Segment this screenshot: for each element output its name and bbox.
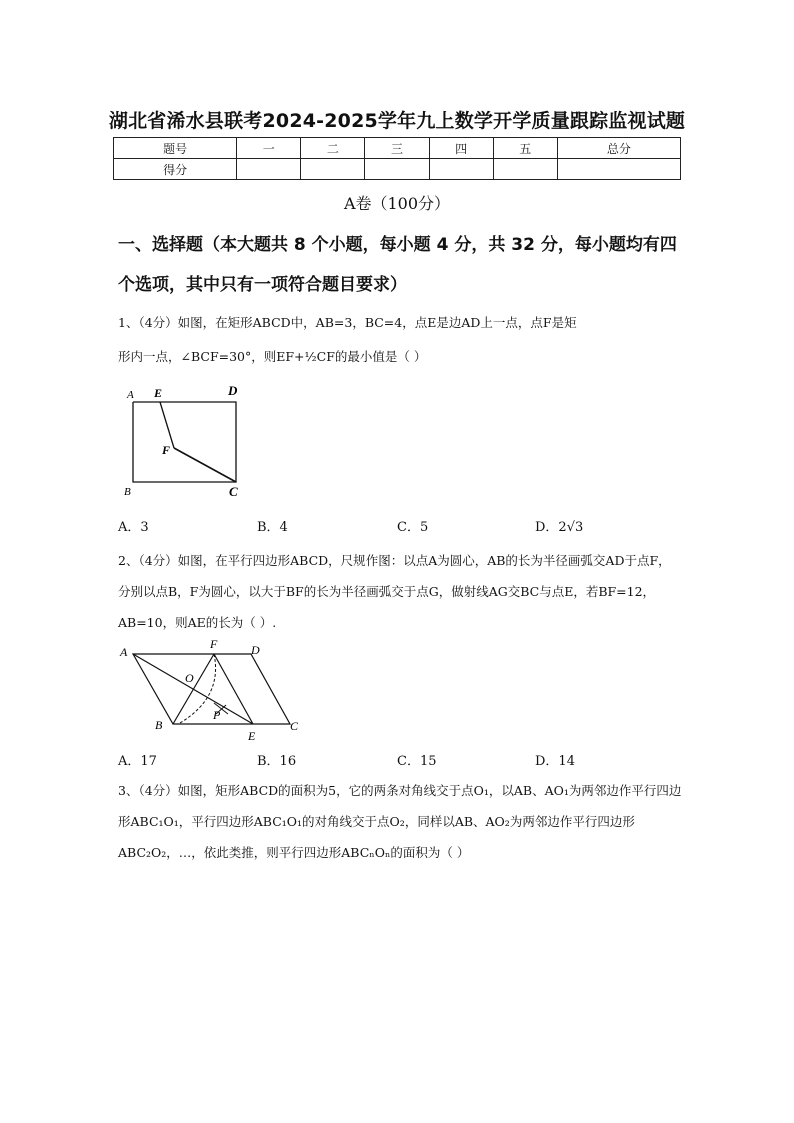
- option-c[interactable]: C．5: [397, 520, 429, 535]
- option-d[interactable]: D．14: [535, 754, 575, 769]
- score-cell[interactable]: [557, 159, 680, 180]
- figure-label-D: D: [228, 383, 238, 398]
- option-c[interactable]: C．15: [397, 754, 437, 769]
- figure-label-O: O: [185, 671, 194, 685]
- figure-label-A: A: [120, 645, 128, 659]
- figure-label-F: F: [162, 443, 171, 457]
- figure-label-B: B: [124, 486, 131, 498]
- table-header-cell: 三: [365, 138, 429, 159]
- question-1-line-1: 1、（4分）如图，在矩形ABCD中，AB=3，BC=4，点E是边AD上一点，点F是矩: [118, 315, 577, 330]
- table-header-cell: 题号: [114, 138, 237, 159]
- page-title: 湖北省浠水县联考2024-2025学年九上数学开学质量跟踪监视试题: [108, 110, 686, 132]
- section-a-heading: A卷（100分）: [343, 194, 451, 213]
- option-a[interactable]: A．3: [118, 520, 149, 535]
- figure-label-E: E: [248, 729, 256, 743]
- table-header-cell: 二: [301, 138, 365, 159]
- option-a[interactable]: A．17: [118, 754, 157, 769]
- option-b[interactable]: B．4: [257, 520, 288, 535]
- score-table: [113, 137, 681, 180]
- table-header-cell: 五: [493, 138, 557, 159]
- table-row: [114, 138, 681, 159]
- table-header-cell: 四: [429, 138, 493, 159]
- option-d[interactable]: D．2√3: [535, 520, 584, 535]
- option-b[interactable]: B．16: [257, 754, 297, 769]
- figure-label-F: F: [210, 637, 218, 651]
- figure-label-P: P: [213, 708, 221, 722]
- question-1-line-2: 形内一点，∠BCF=30°，则EF+½CF的最小值是（ ）: [118, 349, 427, 364]
- table-header-cell: 一: [237, 138, 301, 159]
- score-cell[interactable]: [429, 159, 493, 180]
- table-row: [114, 159, 681, 180]
- score-cell[interactable]: [237, 159, 301, 180]
- question-1-options: [118, 516, 678, 536]
- figure-label-C: C: [229, 484, 238, 499]
- figure-label-D: D: [251, 643, 260, 657]
- question-1-figure: [118, 380, 248, 502]
- table-row-label: 得分: [114, 159, 237, 180]
- figure-label-E: E: [154, 386, 163, 400]
- score-cell[interactable]: [301, 159, 365, 180]
- table-header-cell: 总分: [557, 138, 680, 159]
- figure-label-B: B: [155, 718, 163, 732]
- question-3-text: 3、（4分）如图，矩形ABCD的面积为5，它的两条对角线交于点O₁，以AB、AO₁为两邻边作平行四边形ABC₁O₁，平行四边形ABC₁O₁的对角线交于点O₂，同样以AB、AO₂为两邻边作平行四边形ABC₂O₂，…，依此类推，则平行四边形ABCₙOₙ的面积为（ ）: [118, 783, 682, 860]
- score-cell[interactable]: [365, 159, 429, 180]
- question-2-options: [118, 750, 678, 770]
- section-one-heading: 一、选择题（本大题共 8 个小题，每小题 4 分，共 32 分，每小题均有四个选项，其中只有一项符合题目要求）: [118, 235, 677, 295]
- question-2-text: 2、（4分）如图，在平行四边形ABCD，尺规作图：以点A为圆心，AB的长为半径画弧交AD于点F，分别以点B，F为圆心，以大于BF的长为半径画弧交于点G，做射线AG交BC与点E，若BF=12，AB=10，则AE的长为（ ）.: [118, 553, 671, 630]
- score-cell[interactable]: [493, 159, 557, 180]
- question-2-figure: [118, 637, 308, 745]
- figure-label-A: A: [127, 389, 134, 401]
- figure-label-C: C: [290, 719, 299, 733]
